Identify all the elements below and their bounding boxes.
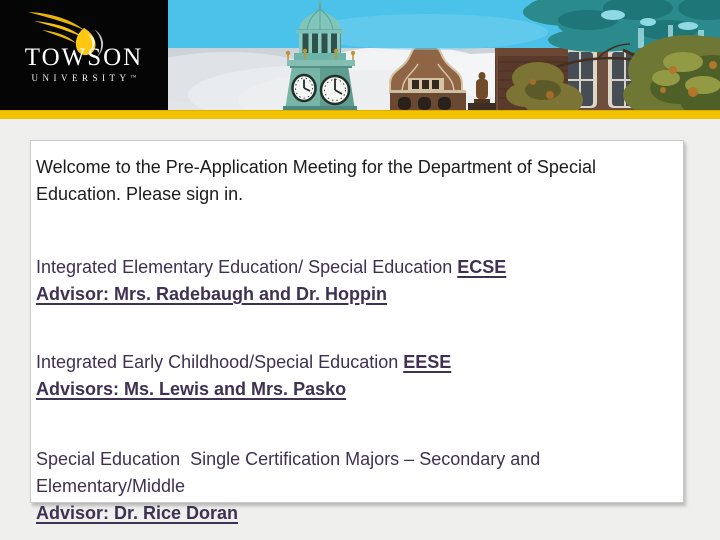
welcome-text: Welcome to the Pre-Application Meeting for the Department of Special Education. Please sign in.: [36, 157, 596, 204]
trademark-symbol: ™: [130, 75, 137, 81]
advisor-text: Advisor: Dr. Rice Doran: [36, 503, 239, 523]
program-code-link[interactable]: EESE: [403, 352, 452, 372]
program-title: [36, 446, 616, 500]
program-intro-text: Integrated Elementary Education/ Special Education: [36, 257, 458, 277]
content-inner: [31, 141, 683, 527]
program-intro-text: Integrated Early Childhood/Special Education: [36, 352, 404, 372]
program-intro-text: Special Education Single Certification Majors – Secondary and Elementary/Middle: [36, 449, 546, 496]
banner: [0, 0, 720, 110]
logo-university-label: UNIVERSITY™: [31, 73, 137, 83]
program-title: [36, 349, 683, 376]
program-title: [36, 254, 683, 281]
program-code-link[interactable]: ECSE: [457, 257, 507, 277]
campus-photo: [168, 0, 720, 110]
program-block-eese: [36, 349, 683, 403]
clock-face-right: [321, 76, 349, 104]
advisor-text: Advisor: Mrs. Radebaugh and Dr. Hoppin: [36, 284, 388, 304]
advisor-text: Advisors: Ms. Lewis and Mrs. Pasko: [36, 379, 347, 399]
logo-wordmark: TOWSON: [24, 44, 144, 71]
program-block-ecse: [36, 254, 683, 308]
gold-divider-bar: [0, 110, 720, 119]
towson-logo: [0, 0, 168, 110]
program-block-single-cert: [36, 446, 683, 527]
clock-face-left: [293, 75, 316, 101]
content-box: [30, 140, 684, 523]
